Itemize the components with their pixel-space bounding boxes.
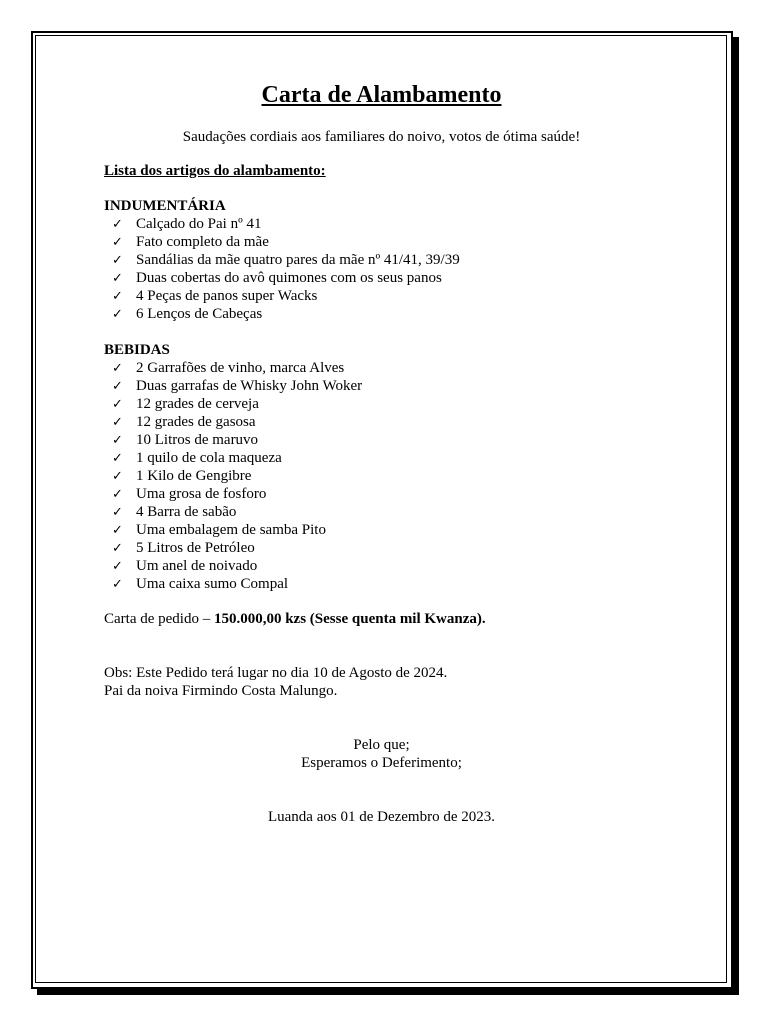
checkmark-icon: ✓ xyxy=(112,469,123,484)
list-item xyxy=(112,233,460,251)
checkmark-icon: ✓ xyxy=(112,361,123,376)
checkmark-icon: ✓ xyxy=(112,559,123,574)
obs-line: Obs: Este Pedido terá lugar no dia 10 de Agosto de 2024. xyxy=(104,665,448,681)
list-item xyxy=(112,521,362,539)
list-item xyxy=(112,287,460,305)
pedido-amount: 150.000,00 kzs (Sesse quenta mil Kwanza). xyxy=(213,611,486,627)
list-item-text: 6 Lenços de Cabeças xyxy=(136,306,263,322)
list-item xyxy=(112,485,362,503)
checkmark-icon: ✓ xyxy=(112,487,123,502)
list-item xyxy=(112,395,362,413)
checkmark-icon: ✓ xyxy=(112,523,123,538)
list-item-text: 2 Garrafões de vinho, marca Alves xyxy=(136,360,345,376)
checkmark-icon: ✓ xyxy=(112,451,123,466)
list-item xyxy=(112,377,362,395)
list-item xyxy=(112,215,460,233)
list-item-text: Duas cobertas do avô quimones com os seus panos xyxy=(136,270,442,286)
checkmark-icon: ✓ xyxy=(112,397,123,412)
list-item xyxy=(112,575,362,593)
list-item-text: 12 grades de cerveja xyxy=(136,396,259,412)
checkmark-icon: ✓ xyxy=(112,379,123,394)
closing-line-1: Pelo que; xyxy=(353,737,410,753)
greeting-line: Saudações cordiais aos familiares do noivo, votos de ótima saúde! xyxy=(182,129,581,145)
list-item-text: 5 Litros de Petróleo xyxy=(136,540,255,556)
list-item xyxy=(112,539,362,557)
list-item xyxy=(112,557,362,575)
list-item-text: Calçado do Pai nº 41 xyxy=(136,216,262,232)
list-item-text: Um anel de noivado xyxy=(136,558,258,574)
list-item xyxy=(112,251,460,269)
list-item-text: 12 grades de gasosa xyxy=(136,414,256,430)
list-item-text: 10 Litros de maruvo xyxy=(136,432,259,448)
list-item xyxy=(112,305,460,323)
checkmark-icon: ✓ xyxy=(112,415,123,430)
list-item-text: Fato completo da mãe xyxy=(136,234,269,250)
list-heading: Lista dos artigos do alambamento: xyxy=(104,163,326,179)
place-date-line: Luanda aos 01 de Dezembro de 2023. xyxy=(267,809,495,825)
list-item-text: Duas garrafas de Whisky John Woker xyxy=(136,378,363,394)
checkmark-icon: ✓ xyxy=(112,577,123,592)
list-item-text: 1 Kilo de Gengibre xyxy=(136,468,252,484)
father-line: Pai da noiva Firmindo Costa Malungo. xyxy=(104,683,338,699)
checkmark-icon: ✓ xyxy=(112,289,123,304)
closing-line-2: Esperamos o Deferimento; xyxy=(301,755,462,771)
document-title: Carta de Alambamento xyxy=(261,82,502,108)
list-item xyxy=(112,449,362,467)
indumentaria-list xyxy=(112,215,460,323)
checkmark-icon: ✓ xyxy=(112,505,123,520)
list-item-text: 1 quilo de cola maqueza xyxy=(136,450,282,466)
list-item xyxy=(112,431,362,449)
list-item xyxy=(112,467,362,485)
list-item-text: Uma caixa sumo Compal xyxy=(136,576,289,592)
pedido-prefix: Carta de pedido – xyxy=(104,611,214,627)
list-item xyxy=(112,413,362,431)
list-item-text: 4 Peças de panos super Wacks xyxy=(136,288,318,304)
section-heading-indumentaria: INDUMENTÁRIA xyxy=(104,198,226,214)
list-item-text: Sandálias da mãe quatro pares da mãe nº 41/41, 39/39 xyxy=(136,252,460,268)
list-item xyxy=(112,359,362,377)
checkmark-icon: ✓ xyxy=(112,217,123,232)
list-item xyxy=(112,503,362,521)
checkmark-icon: ✓ xyxy=(112,235,123,250)
checkmark-icon: ✓ xyxy=(112,271,123,286)
section-heading-bebidas: BEBIDAS xyxy=(104,342,170,358)
list-item-text: Uma embalagem de samba Pito xyxy=(136,522,326,538)
bebidas-list xyxy=(112,359,362,593)
list-item-text: Uma grosa de fosforo xyxy=(136,486,267,502)
pedido-line xyxy=(104,610,486,628)
checkmark-icon: ✓ xyxy=(112,253,123,268)
list-item-text: 4 Barra de sabão xyxy=(136,504,237,520)
list-item xyxy=(112,269,460,287)
checkmark-icon: ✓ xyxy=(112,433,123,448)
checkmark-icon: ✓ xyxy=(112,307,123,322)
checkmark-icon: ✓ xyxy=(112,541,123,556)
